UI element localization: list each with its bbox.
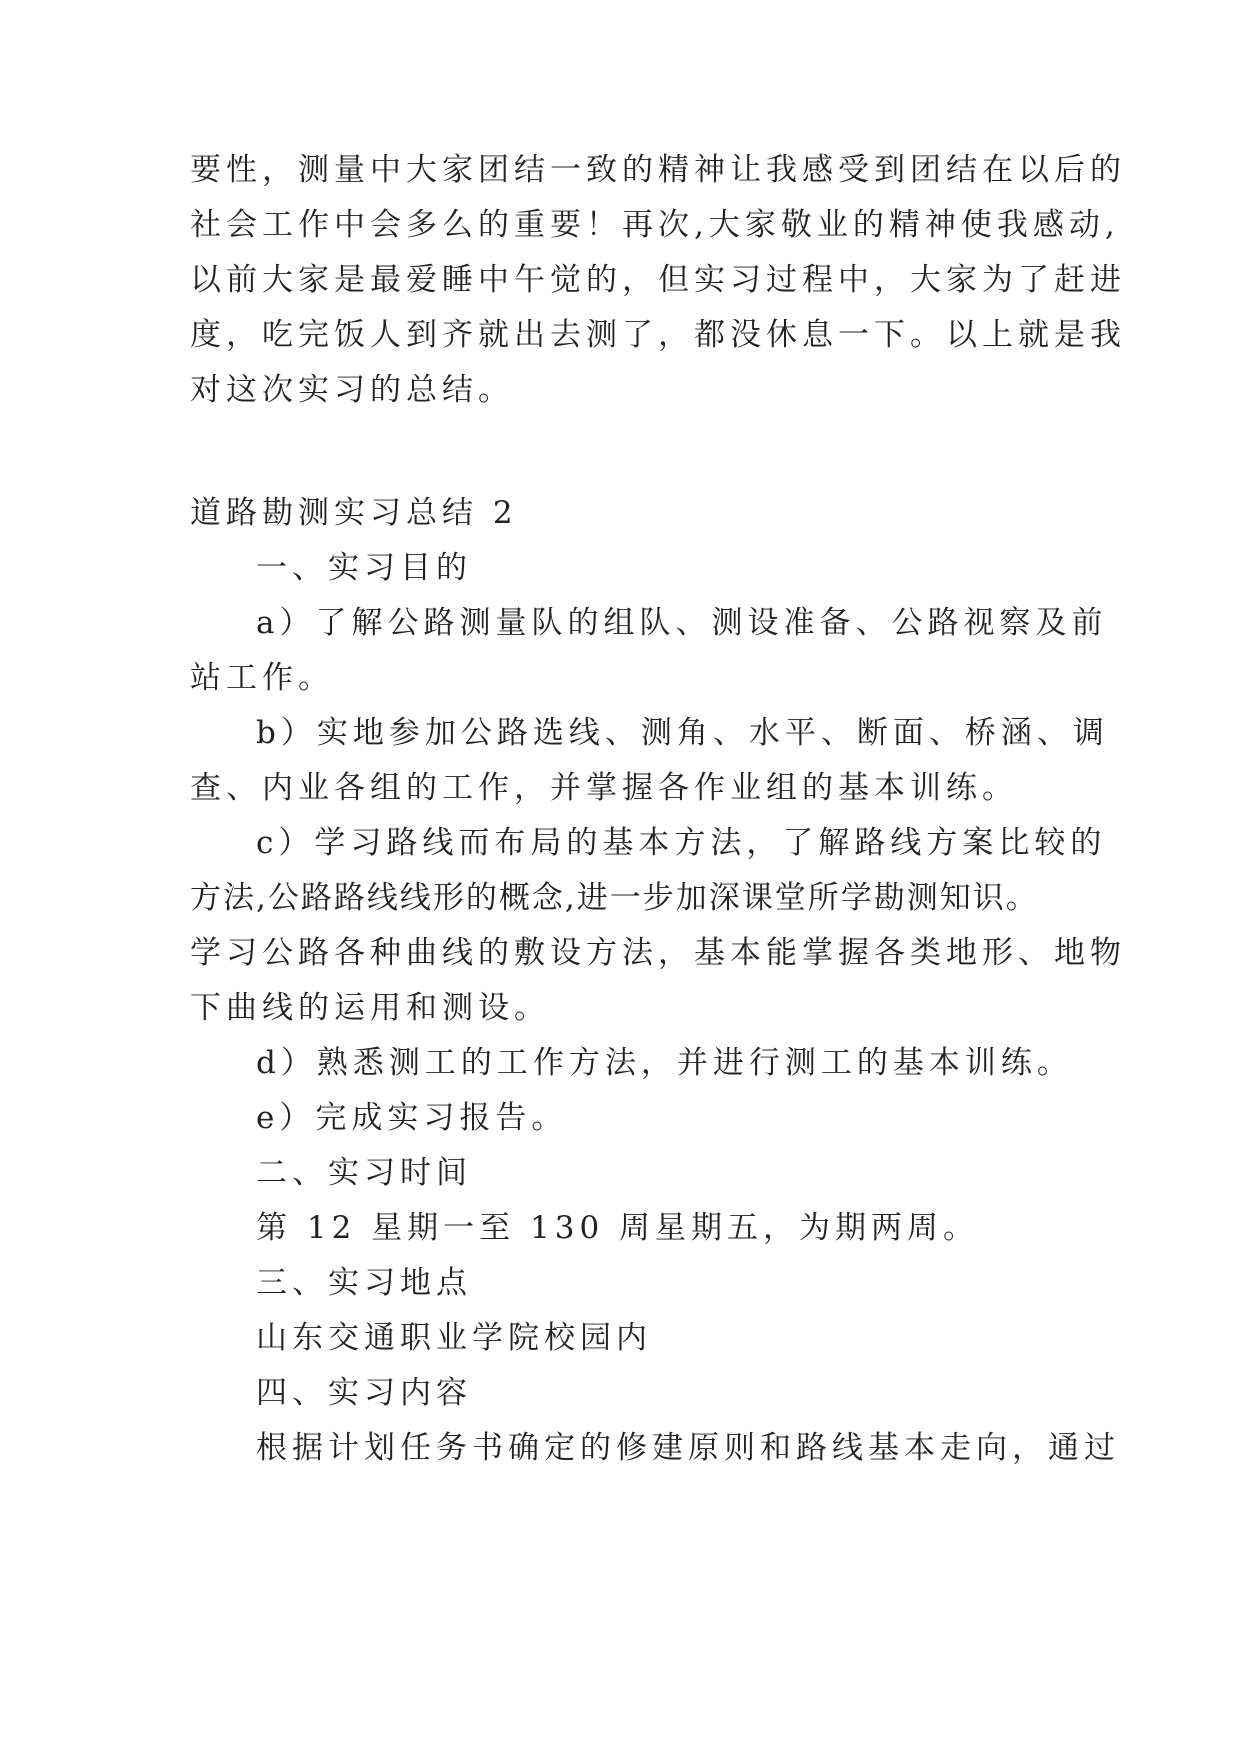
paragraph-line: 第 12 星期一至 130 周星期五，为期两周。 xyxy=(256,1210,980,1246)
paragraph-line: 学习公路各种曲线的敷设方法，基本能掌握各类地形、地物 xyxy=(190,935,1126,971)
paragraph-line: 查、内业各组的工作，并掌握各作业组的基本训练。 xyxy=(190,770,1018,806)
heading-time: 二、实习时间 xyxy=(256,1155,472,1191)
paragraph-line: 根据计划任务书确定的修建原则和路线基本走向，通过 xyxy=(256,1430,1120,1466)
paragraph-line: 以前大家是最爱睡中午觉的，但实习过程中，大家为了赶进 xyxy=(190,262,1126,298)
paragraph-line: 下曲线的运用和测设。 xyxy=(190,990,550,1026)
list-item-d: d）熟悉测工的工作方法，并进行测工的基本训练。 xyxy=(256,1045,1073,1081)
paragraph-line: 社会工作中会多么的重要！再次,大家敬业的精神使我感动, xyxy=(190,207,1120,243)
paragraph-line: 山东交通职业学院校园内 xyxy=(256,1320,652,1356)
heading-content: 四、实习内容 xyxy=(256,1375,472,1411)
list-item-c: c）学习路线而布局的基本方法，了解路线方案比较的 xyxy=(256,825,1107,861)
paragraph-line: 方法,公路路线线形的概念,进一步加深课堂所学勘测知识。 xyxy=(190,880,1039,916)
paragraph-line: 要性，测量中大家团结一致的精神让我感受到团结在以后的 xyxy=(190,152,1126,188)
list-item-e: e）完成实习报告。 xyxy=(256,1100,568,1136)
paragraph-line: 对这次实习的总结。 xyxy=(190,372,514,408)
paragraph-line: 度，吃完饭人到齐就出去测了，都没休息一下。以上就是我 xyxy=(190,317,1126,353)
heading-purpose: 一、实习目的 xyxy=(256,550,472,586)
list-item-a: a）了解公路测量队的组队、测设准备、公路视察及前 xyxy=(256,605,1108,641)
heading-location: 三、实习地点 xyxy=(256,1265,472,1301)
list-item-b: b）实地参加公路选线、测角、水平、断面、桥涵、调 xyxy=(256,715,1109,751)
section-title: 道路勘测实习总结 2 xyxy=(190,495,518,531)
paragraph-line: 站工作。 xyxy=(190,660,334,696)
